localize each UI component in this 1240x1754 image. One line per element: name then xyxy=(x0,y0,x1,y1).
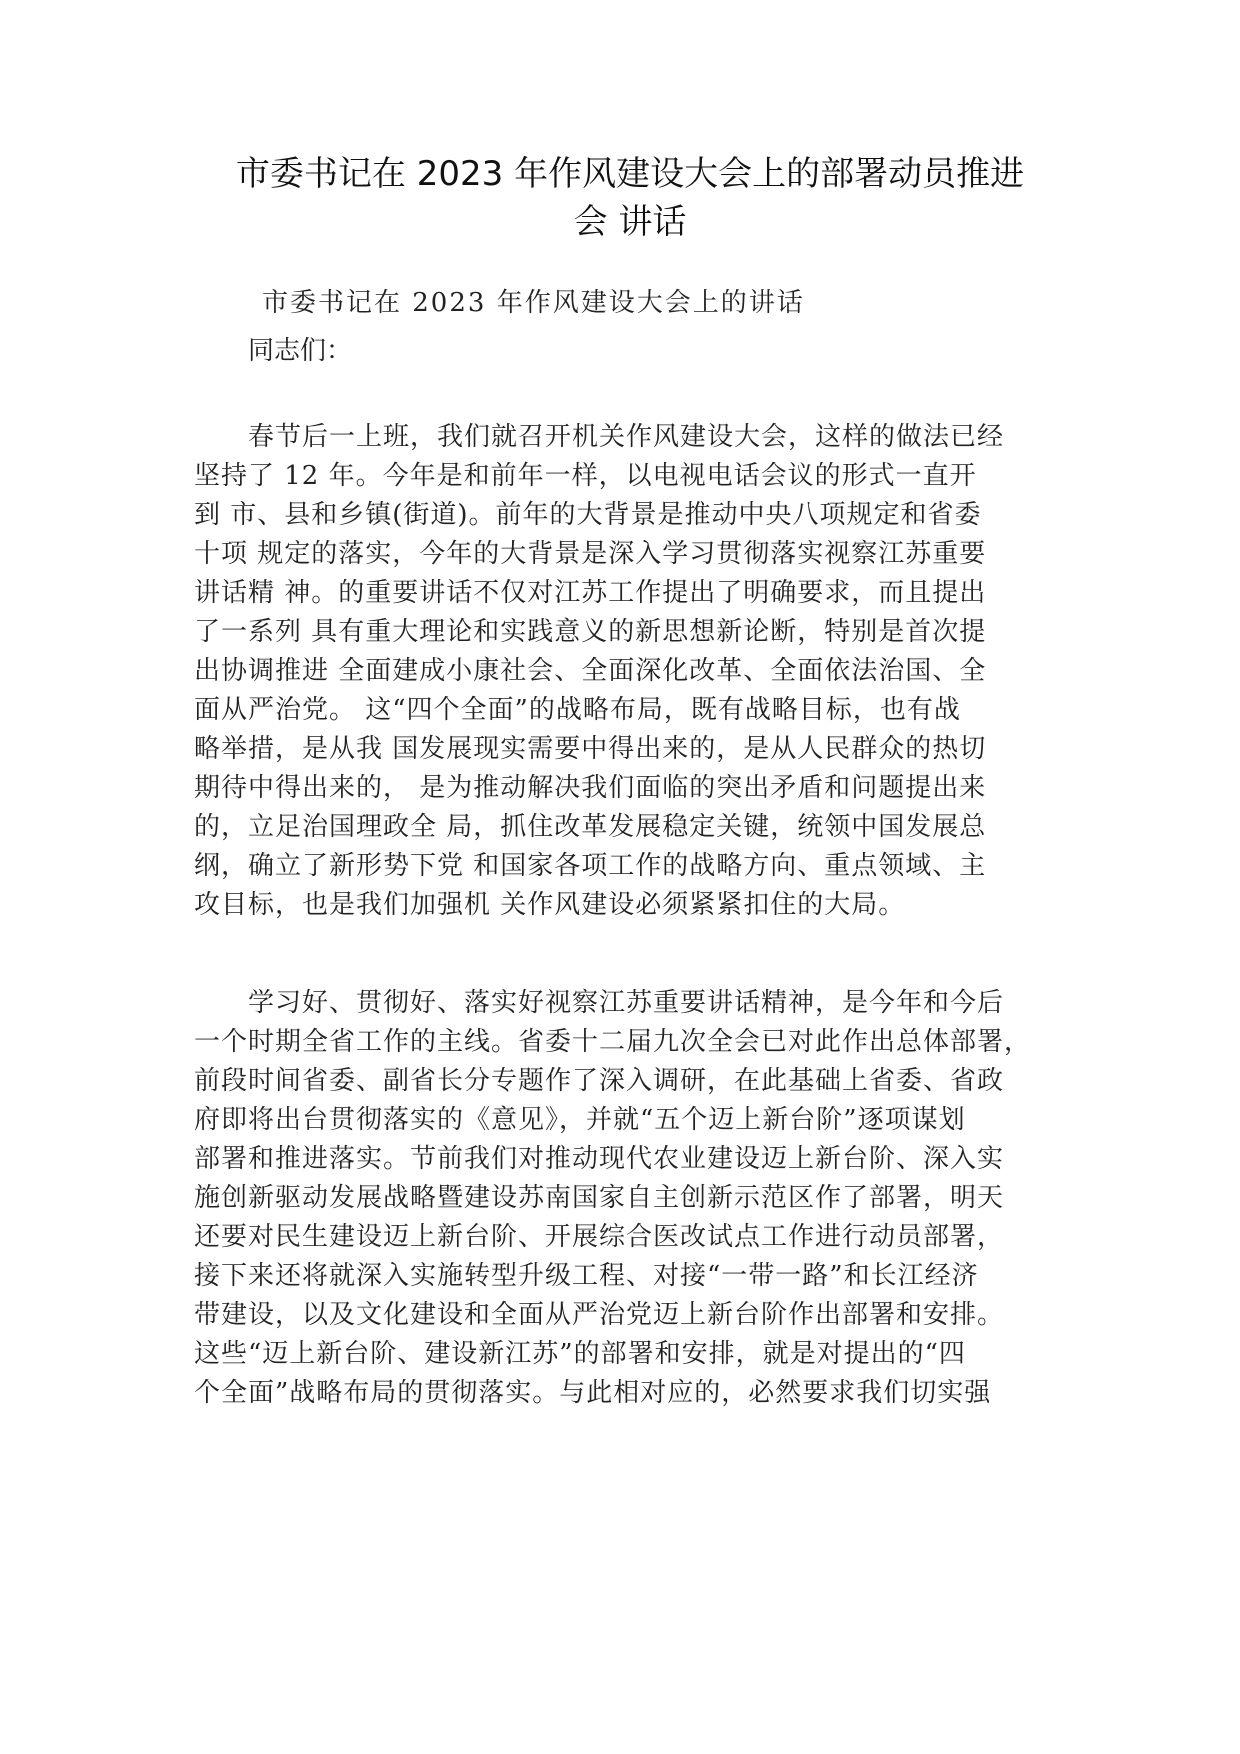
paragraph-line: 期待中得出来的， 是为推动解决我们面临的突出矛盾和问题提出来 xyxy=(194,773,987,803)
paragraph-line: 了一系列 具有重大理论和实践意义的新思想新论断，特别是首次提 xyxy=(194,617,987,647)
paragraph-line: 一个时期全省工作的主线。省委十二届九次全会已对此作出总体部署， xyxy=(194,1027,1032,1057)
paragraph-line: 十项 规定的落实，今年的大背景是深入学习贯彻落实视察江苏重要 xyxy=(194,539,987,569)
salutation: 同志们： xyxy=(248,336,353,366)
paragraph-line: 带建设，以及文化建设和全面从严治党迈上新台阶作出部署和安排。 xyxy=(194,1300,1005,1330)
paragraph-line: 个全面”战略布局的贯彻落实。与此相对应的，必然要求我们切实强 xyxy=(194,1378,992,1408)
document-title xyxy=(230,150,1030,246)
paragraph-line: 讲话精 神。的重要讲话不仅对江苏工作提出了明确要求，而且提出 xyxy=(194,578,987,608)
document-subtitle: 市委书记在 2023 年作风建设大会上的讲话 xyxy=(262,288,805,318)
paragraph-line: 部署和推进落实。节前我们对推动现代农业建设迈上新台阶、深入实 xyxy=(194,1144,1005,1174)
paragraph-line: 的，立足治国理政全 局，抓住改革发展稳定关键，统领中国发展总 xyxy=(194,812,987,842)
title-line-1: 市委书记在 2023 年作风建设大会上的部署动员推进 xyxy=(235,154,1025,194)
paragraph-1 xyxy=(194,418,1074,925)
paragraph-line: 面从严治党。 这“四个全面”的战略布局，既有战略目标，也有战 xyxy=(194,695,961,725)
paragraph-line: 施创新驱动发展战略暨建设苏南国家自主创新示范区作了部署，明天 xyxy=(194,1183,1005,1213)
paragraph-line: 前段时间省委、副省长分专题作了深入调研，在此基础上省委、省政 xyxy=(194,1066,1005,1096)
paragraph-line: 纲，确立了新形势下党 和国家各项工作的战略方向、重点领域、主 xyxy=(194,851,987,881)
paragraph-line: 春节后一上班，我们就召开机关作风建设大会，这样的做法已经 xyxy=(248,422,1005,452)
paragraph-line: 到 市、县和乡镇(街道)。前年的大背景是推动中央八项规定和省委 xyxy=(194,500,982,530)
paragraph-line: 出协调推进 全面建成小康社会、全面深化改革、全面依法治国、全 xyxy=(194,656,987,686)
paragraph-line: 还要对民生建设迈上新台阶、开展综合医改试点工作进行动员部署， xyxy=(194,1222,1005,1252)
title-line-2: 会 讲话 xyxy=(573,202,687,242)
paragraph-2 xyxy=(194,984,1074,1413)
paragraph-line: 府即将出台贯彻落实的《意见》，并就“五个迈上新台阶”逐项谋划 xyxy=(194,1105,966,1135)
paragraph-line: 略举措，是从我 国发展现实需要中得出来的，是从人民群众的热切 xyxy=(194,734,987,764)
paragraph-line: 接下来还将就深入实施转型升级工程、对接“一带一路”和长江经济 xyxy=(194,1261,979,1291)
paragraph-line: 这些“迈上新台阶、建设新江苏”的部署和安排，就是对提出的“四 xyxy=(194,1339,966,1369)
paragraph-line: 攻目标，也是我们加强机 关作风建设必须紧紧扣住的大局。 xyxy=(194,890,906,920)
paragraph-line: 坚持了 12 年。今年是和前年一样，以电视电话会议的形式一直开 xyxy=(194,461,977,491)
paragraph-line: 学习好、贯彻好、落实好视察江苏重要讲话精神，是今年和今后 xyxy=(248,988,1005,1018)
